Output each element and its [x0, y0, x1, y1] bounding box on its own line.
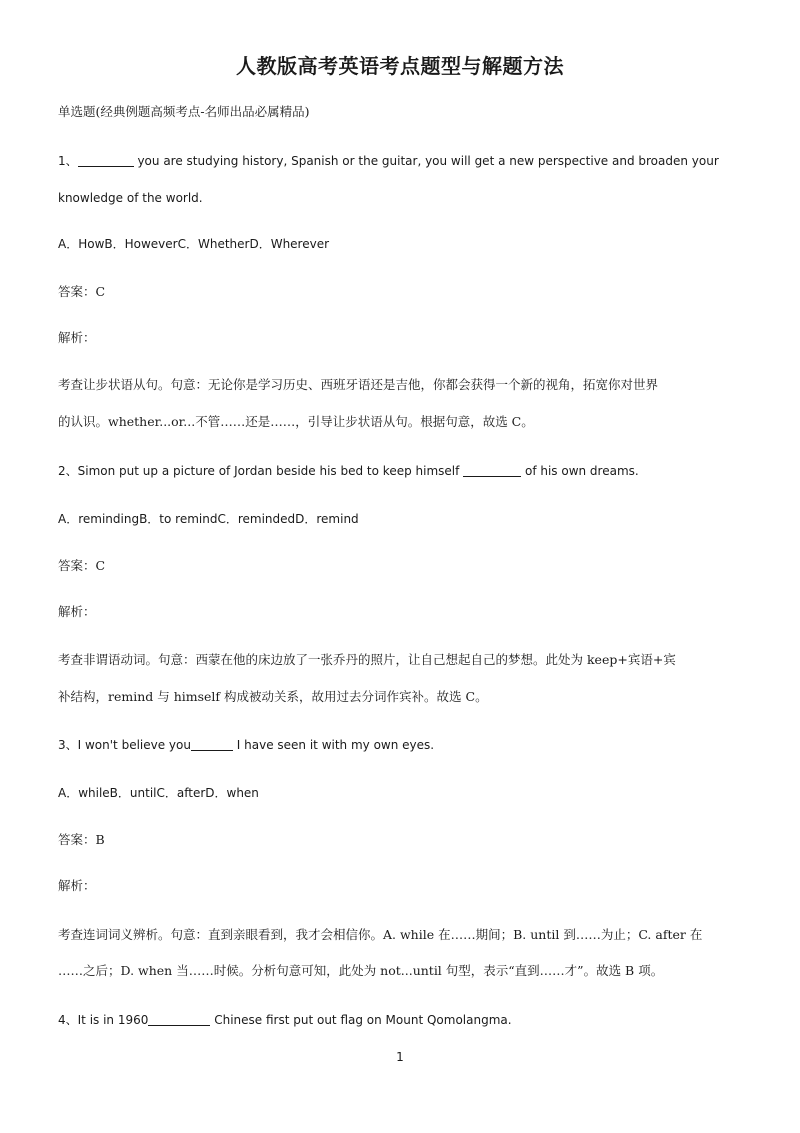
answer-blank	[78, 154, 134, 167]
question-2-options: A．remindingB．to remindC．remindedD．remind	[58, 512, 359, 526]
page-number: 1	[396, 1050, 404, 1064]
question-2-analysis-line-2: 补结构，remind 与 himself 构成被动关系，故用过去分词作宾补。故选 C。	[58, 689, 488, 704]
question-2-analysis-line-1: 考查非谓语动词。句意：西蒙在他的床边放了一张乔丹的照片，让自己想起自己的梦想。此处为 keep+宾语+宾	[58, 652, 676, 667]
question-text-tail: Chinese first put out flag on Mount Qomolangma.	[210, 1013, 512, 1027]
question-3-line-1	[58, 737, 748, 753]
question-1-answer: 答案：C	[58, 284, 106, 299]
question-1-line-2: knowledge of the world.	[58, 191, 203, 205]
question-3-analysis-label: 解析：	[58, 878, 96, 893]
question-text: Simon put up a picture of Jordan beside his bed to keep himself	[77, 464, 464, 478]
question-1-options: A．HowB．HoweverC．WhetherD．Wherever	[58, 237, 330, 251]
question-text: I won't believe you	[77, 738, 191, 752]
question-text: you are studying history, Spanish or the guitar, you will get a new perspective and broaden your	[133, 154, 719, 168]
answer-blank	[463, 464, 521, 477]
question-3-answer: 答案：B	[58, 832, 105, 847]
question-3-analysis-line-2: ……之后；D. when 当……时候。分析句意可知，此处为 not...until 句型，表示“直到……才”。故选 B 项。	[58, 963, 664, 978]
question-text-tail: of his own dreams.	[521, 464, 639, 478]
question-text: It is in 1960	[77, 1013, 149, 1027]
question-2-analysis-label: 解析：	[58, 604, 96, 619]
question-1-analysis-line-2: 的认识。whether...or...不管……还是……，引导让步状语从句。根据句意，故选 C。	[58, 414, 534, 429]
question-3-analysis-line-1: 考查连词词义辨析。句意：直到亲眼看到，我才会相信你。A. while 在……期间；B. until 到……为止；C. after 在	[58, 927, 703, 942]
question-3-options: A．whileB．untilC．afterD．when	[58, 786, 259, 800]
question-2-answer: 答案：C	[58, 558, 106, 573]
question-4-line-1	[58, 1012, 748, 1028]
question-number: 1、	[58, 154, 78, 168]
question-1-line-1	[58, 153, 748, 169]
answer-blank	[191, 738, 233, 751]
question-1-analysis-line-1: 考查让步状语从句。句意：无论你是学习历史、西班牙语还是吉他，你都会获得一个新的视角，拓宽你对世界	[58, 377, 659, 392]
question-number: 2、	[58, 464, 78, 478]
question-number: 3、	[58, 738, 78, 752]
question-1-analysis-label: 解析：	[58, 330, 96, 345]
answer-blank	[148, 1013, 210, 1026]
question-2-line-1	[58, 463, 748, 479]
section-heading: 单选题(经典例题高频考点-名师出品必属精品)	[58, 104, 310, 119]
document-title: 人教版高考英语考点题型与解题方法	[236, 54, 564, 78]
question-text-tail: I have seen it with my own eyes.	[232, 738, 435, 752]
question-number: 4、	[58, 1013, 78, 1027]
